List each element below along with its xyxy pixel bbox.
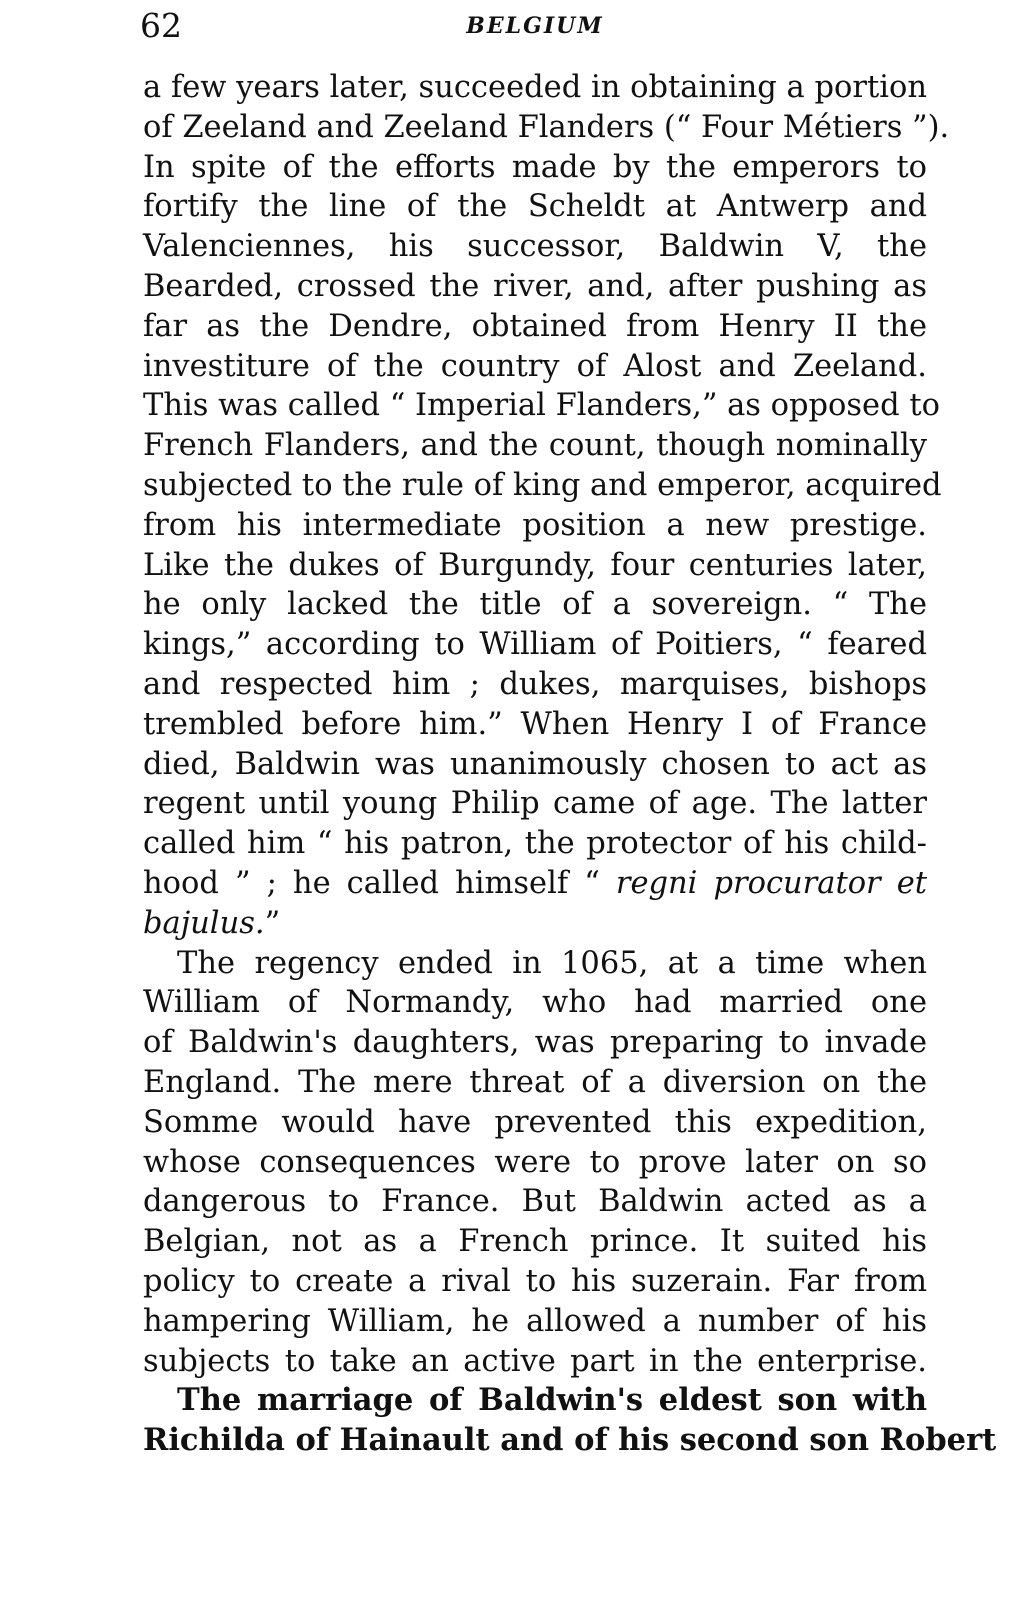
text-fragment: ” <box>264 905 281 941</box>
text-line: William of Normandy, who had married one <box>143 985 927 1021</box>
latin-phrase: regni procurator et <box>615 865 927 901</box>
text-line: whose consequences were to prove later on so <box>143 1144 927 1180</box>
running-head <box>140 6 930 52</box>
text-line: from his intermediate position a new prestige. <box>143 507 927 543</box>
text-line: died, Baldwin was unanimously chosen to act as <box>143 746 927 782</box>
text-line <box>143 864 927 904</box>
text-line: investiture of the country of Alost and Zeeland. <box>143 348 927 384</box>
text-line: of Baldwin's daughters, was preparing to invade <box>143 1025 927 1061</box>
text-line: England. The mere threat of a diversion on the <box>143 1064 927 1100</box>
text-line: French Flanders, and the count, though nominally <box>143 428 927 464</box>
text-line: regent until young Philip came of age. The latter <box>143 786 927 822</box>
text-line: of Zeeland and Zeeland Flanders (“ Four Métiers ”). <box>143 109 950 145</box>
running-title: BELGIUM <box>466 13 604 39</box>
body-text <box>143 68 997 1461</box>
text-line: far as the Dendre, obtained from Henry II the <box>143 308 927 344</box>
text-line: subjects to take an active part in the enterprise. <box>143 1343 927 1379</box>
text-line: kings,” according to William of Poitiers, “ feared <box>143 627 927 663</box>
text-line: Like the dukes of Burgundy, four centuries later, <box>143 547 927 583</box>
latin-phrase: bajulus. <box>143 905 265 941</box>
text-line: Richilda of Hainault and of his second son Robert <box>143 1422 997 1459</box>
text-line: The regency ended in 1065, at a time when <box>177 945 927 981</box>
text-line: In spite of the efforts made by the emperors to <box>143 149 927 185</box>
text-line: fortify the line of the Scheldt at Antwerp and <box>143 189 927 225</box>
text-line: Valenciennes, his successor, Baldwin V, the <box>143 229 927 265</box>
text-line: policy to create a rival to his suzerain. Far from <box>143 1263 927 1299</box>
text-line: he only lacked the title of a sovereign. “ The <box>143 587 927 623</box>
text-line: dangerous to France. But Baldwin acted as a <box>143 1184 927 1220</box>
page-number: 62 <box>140 6 182 45</box>
text-line: Bearded, crossed the river, and, after pushing as <box>143 268 927 304</box>
text-line: trembled before him.” When Henry I of France <box>143 706 927 742</box>
text-fragment: hood ” ; he called himself “ <box>143 865 600 901</box>
text-line: subjected to the rule of king and emperor, acquired <box>143 467 942 503</box>
text-line: a few years later, succeeded in obtaining a portion <box>143 70 927 105</box>
text-line: This was called “ Imperial Flanders,” as opposed to <box>143 388 940 424</box>
text-line: and respected him ; dukes, marquises, bishops <box>143 666 927 702</box>
text-line: called him “ his patron, the protector of his child- <box>143 826 927 862</box>
text-line: The marriage of Baldwin's eldest son with <box>177 1382 927 1419</box>
text-line: Somme would have prevented this expedition, <box>143 1104 927 1140</box>
text-line: Belgian, not as a French prince. It suited his <box>143 1224 927 1260</box>
text-line: hampering William, he allowed a number of his <box>143 1303 927 1339</box>
text-line <box>143 904 927 944</box>
